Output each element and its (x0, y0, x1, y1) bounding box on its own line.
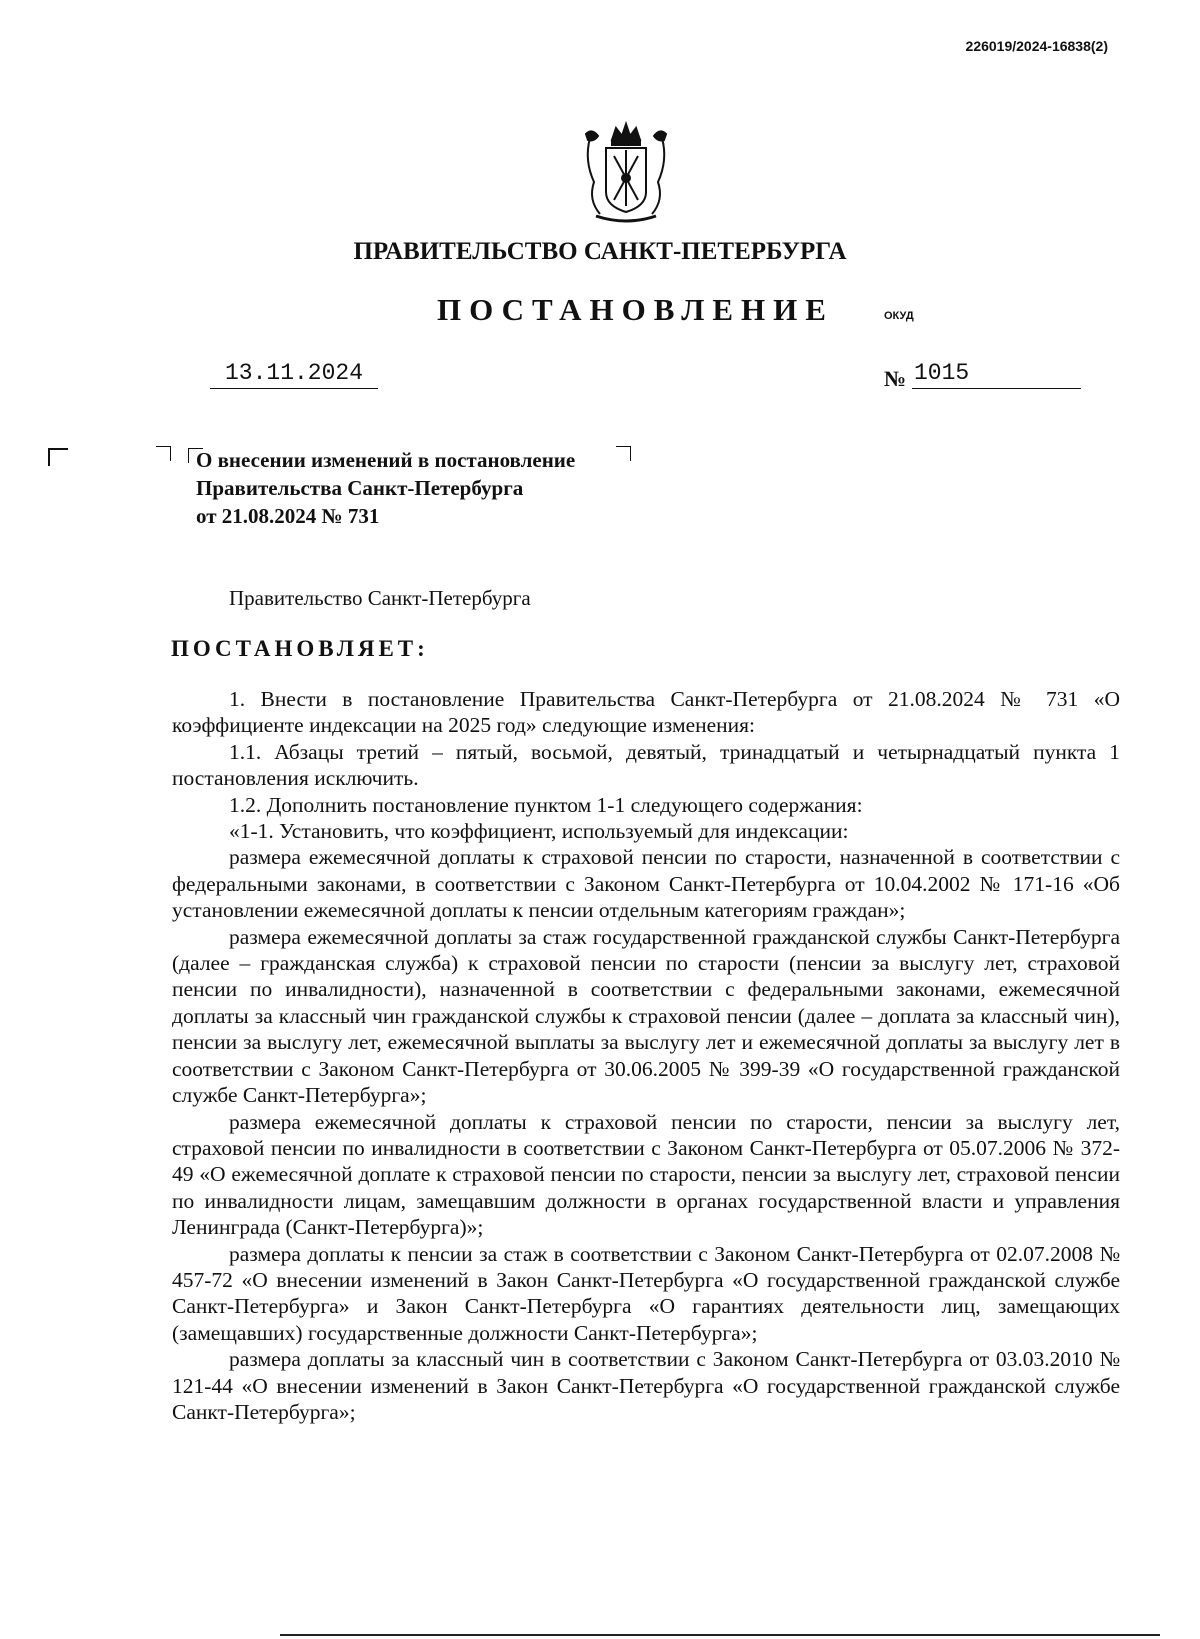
margin-corner-mark (48, 448, 68, 466)
subject-corner-mark (156, 446, 171, 461)
body-paragraph: размера ежемесячной доплаты к страховой пенсии по старости, назначенной в соответствии с федеральными законами, в соответствии с Законом Санкт-Петербурга от 10.04.2002 № 171-16 «Об установлении ежемесячной доплаты к пенсии отдельным категориям граждан»; (172, 845, 1120, 923)
preamble: Правительство Санкт-Петербурга (229, 586, 531, 610)
body-paragraph: «1-1. Установить, что коэффициент, используемый для индексации: (229, 819, 849, 844)
subject-line: О внесении изменений в постановление (196, 448, 576, 472)
page-bottom-rule (280, 1634, 1160, 1636)
decree-date: 13.11.2024 (210, 360, 378, 389)
subject-line: Правительства Санкт-Петербурга (196, 476, 524, 500)
okud-label: ОКУД (884, 310, 914, 322)
decree-number: 1015 (912, 360, 1081, 389)
body-paragraph: размера доплаты к пенсии за стаж в соответствии с Законом Санкт-Петербурга от 02.07.2008 № 457-72 «О внесении изменений в Закон Санкт-Петербурга «О государственной гражданской службе Санкт-Петербурга» и Закон Санкт-Петербурга «О гарантиях деятельности лиц, замещающих (замещавших) государственные должности Санкт-Петербурга»; (172, 1241, 1120, 1345)
decree-title: ПОСТАНОВЛЕНИЕ (437, 292, 834, 327)
decree-subject (196, 446, 575, 530)
resolves-heading: ПОСТАНОВЛЯЕТ: (171, 636, 429, 661)
body-paragraph: 1. Внести в постановление Правительства Санкт-Петербурга от 21.08.2024 № 731 «О коэффициенте индексации на 2025 год» следующие изменения: (172, 687, 1120, 738)
number-sign: № (884, 366, 907, 391)
body-paragraph: размера ежемесячной доплаты к страховой пенсии по старости, пенсии за выслугу лет, страховой пенсии по инвалидности в соответствии с Законом Санкт-Петербурга от 05.07.2006 № 372-49 «О ежемесячной доплате к страховой пенсии по старости, пенсии за выслугу лет, страховой пенсии по инвалидности лицам, замещавшим должности в органах государственной власти и управления Ленинграда (Санкт-Петербурга)»; (172, 1109, 1120, 1240)
decree-body (172, 686, 1120, 1425)
government-title: ПРАВИТЕЛЬСТВО САНКТ-ПЕТЕРБУРГА (353, 238, 847, 265)
subject-line: от 21.08.2024 № 731 (196, 504, 380, 528)
saint-petersburg-coat-of-arms-icon (580, 120, 672, 224)
subject-corner-mark (616, 446, 631, 461)
body-paragraph: размера доплаты за классный чин в соответствии с Законом Санкт-Петербурга от 03.03.2010 № 121-44 «О внесении изменений в Закон Санкт-Петербурга «О государственной гражданской службе Санкт-Петербурга»; (172, 1347, 1120, 1424)
body-paragraph: 1.2. Дополнить постановление пунктом 1-1 следующего содержания: (229, 792, 863, 817)
document-registration-id: 226019/2024-16838(2) (965, 38, 1108, 54)
body-paragraph: 1.1. Абзацы третий – пятый, восьмой, девятый, тринадцатый и четырнадцатый пункта 1 постановления исключить. (172, 739, 1120, 791)
body-paragraph: размера ежемесячной доплаты за стаж государственной гражданской службы Санкт-Петербурга (далее – гражданская служба) к страховой пенсии по старости (пенсии за выслугу лет, страховой пенсии по инвалидности), назначенной в соответствии с федеральными законами, ежемесячной доплаты за классный чин гражданской службы к страховой пенсии (далее – доплата за классный чин), пенсии за выслугу лет, ежемесячной выплаты за выслугу лет и ежемесячной доплаты за выслугу лет в соответствии с Законом Санкт-Петербурга от 30.06.2005 № 399-39 «О государственной гражданской службе Санкт-Петербурга»; (172, 924, 1120, 1108)
